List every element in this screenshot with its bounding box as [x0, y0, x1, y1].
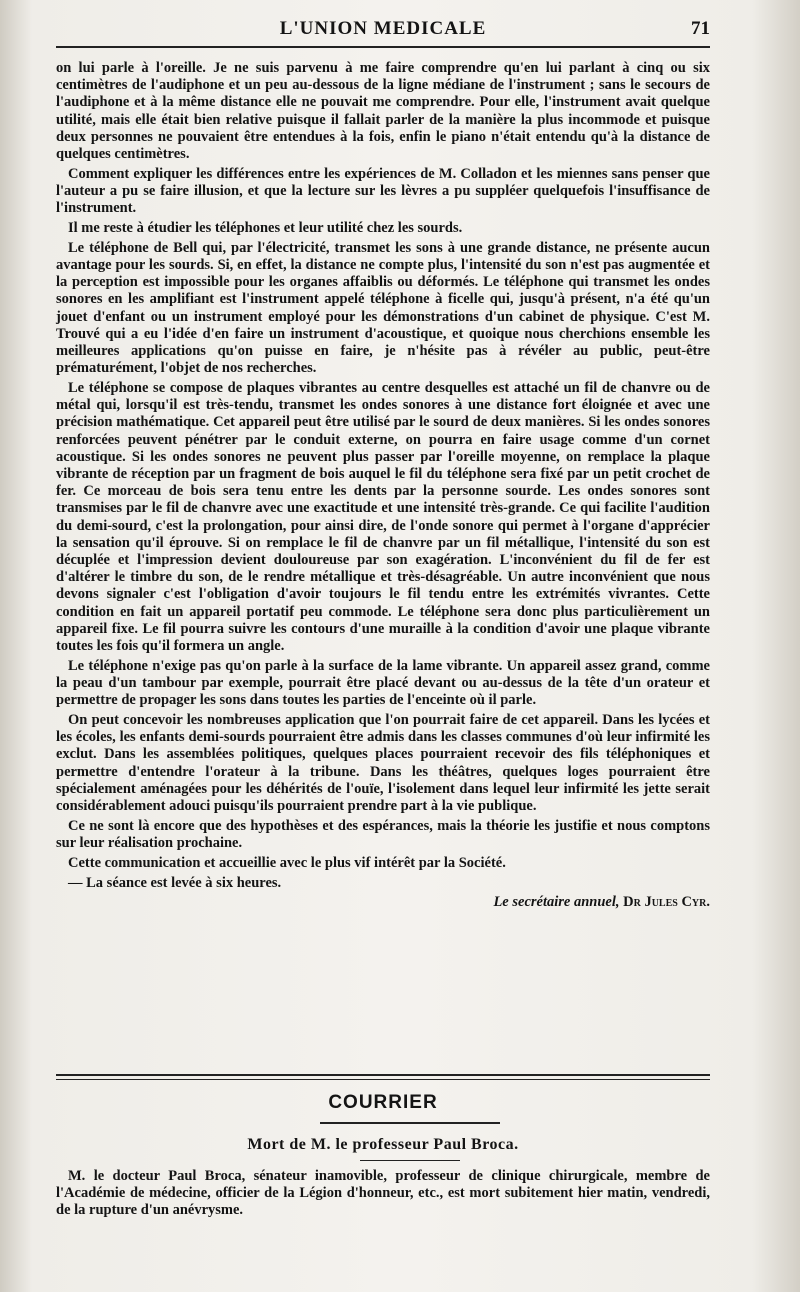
signature [56, 894, 710, 911]
paragraph-5: Le téléphone se compose de plaques vibrantes au centre desquelles est attaché un fil de chanvre ou de métal qui, lorsqu'il est très-tendu, transmet les ondes sonores à une distance fort éloignée et avec une précision mathématique. Cet appareil peut être utilisé par le sourd de deux manières. Si les ondes sonores renforcées peuvent pénétrer par le conduit externe, on pourra en faire usage comme d'un cornet acoustique. Si les ondes sonores ne peuvent plus passer par l'oreille moyenne, on remplace la plaque vibrante de réception par un fragment de bois auquel le fil du téléphone sera fixé par un petit crochet de fer. Ce morceau de bois sera tenu entre les dents par la personne sourde. Les ondes sonores sont transmises par le fil de chanvre avec une exactitude et une intensité très-grande. Ce qui facilite l'audition du demi-sourd, c'est la prolongation, pour ainsi dire, de l'onde sonore qui permet à l'organe d'apprécier la sensation qu'il éprouve. Si on remplace le fil de chanvre par un fil métallique, l'intensité du son est décuplée et l'impression devient douloureuse par son exagération. L'inconvénient du fil de fer est d'altérer le timbre du son, de le rendre métallique et très-désagréable. Un autre inconvénient que nous devons signaler c'est l'obligation d'avoir toujours le fil tendu entre les extrémités vivrantes. Cette condition en fait un appareil portatif peu commode. Le téléphone sera donc plus particulièrement un appareil fixe. Le fil pourra suivre les contours d'une muraille à la condition d'avoir une plaque vibrante toutes les fois qu'il formera un angle. [56, 380, 710, 655]
page-number: 71 [691, 18, 710, 39]
paragraph-10: — La séance est levée à six heures. [68, 874, 282, 891]
paragraph-8: Ce ne sont là encore que des hypothèses et des espérances, mais la théorie les justifie et nous comptons sur leur réalisation prochaine. [56, 817, 710, 852]
section-title: COURRIER [328, 1092, 438, 1113]
section-title-rule [320, 1122, 500, 1124]
article-body [56, 60, 710, 912]
courrier-paragraph: M. le docteur Paul Broca, sénateur inamovible, professeur de clinique chirurgicale, membre de l'Académie de médecine, officier de la Légion d'honneur, etc., est mort subitement hier matin, vendredi, de la rupture d'un anévrysme. [56, 1168, 710, 1219]
subtitle-rule [360, 1160, 460, 1161]
paragraph-1: on lui parle à l'oreille. Je ne suis parvenu à me faire comprendre qu'en lui parlant à cinq ou six centimètres de l'audiphone et un peu au-dessous de la ligne médiane de l'instrument ; sans le secours de l'audiphone et à la même distance elle ne pouvait me comprendre. Pour elle, l'instrument avait quelque utilité, mais elle était bien relative puisque il fallait parler de la manière la plus incommode et puisque deux personnes ne pouvaient être entendues à la fois, enfin le piano n'était entendu qu'à la distance de quelques centimètres. [56, 60, 710, 163]
courrier-body [56, 1168, 710, 1220]
paragraph-2: Comment expliquer les différences entre les expériences de M. Colladon et les miennes sans penser que l'auteur a pu se faire illusion, et que la lecture sur les lèvres a pu suppléer quelquefois l'insuffisance de l'instrument. [56, 165, 710, 217]
section-subtitle: Mort de M. le professeur Paul Broca. [247, 1136, 519, 1153]
section-rule-bottom [56, 1079, 710, 1080]
page-header [56, 14, 710, 44]
paragraph-3: Il me reste à étudier les téléphones et leur utilité chez les sourds. [68, 220, 463, 237]
paragraph-6: Le téléphone n'exige pas qu'on parle à la surface de la lame vibrante. Un appareil assez grand, comme la peau d'un tambour par exemple, pourrait être placé devant ou au-dessus de la tête d'un orateur et permettre de propager les sons dans toutes les parties de l'enceinte où il parle. [56, 657, 710, 709]
journal-title: L'UNION MEDICALE [279, 18, 487, 39]
paragraph-7: On peut concevoir les nombreuses application que l'on pourrait faire de cet appareil. Dans les lycées et les écoles, les enfants demi-sourds pourraient être admis dans les classes communes d'où leur infirmité les exclut. Dans les assemblées politiques, quelques places pourraient recevoir des fils téléphoniques et permettre d'entendre l'orateur à la tribune. Dans les théâtres, quelques loges pourraient être spécialement aménagées pour les déhérités de l'ouïe, l'isolement dans lequel leur infirmité les jette serait considérablement adouci puisqu'ils pourraient prendre part à la vie publique. [56, 712, 710, 815]
section-rule-top [56, 1074, 710, 1076]
paragraph-9: Cette communication et accueillie avec le plus vif intérêt par la Société. [68, 854, 506, 871]
signature-name: Dr Jules Cyr. [623, 894, 710, 911]
header-rule [56, 46, 710, 48]
signature-role: Le secrétaire annuel, [493, 894, 620, 911]
paragraph-4: Le téléphone de Bell qui, par l'électricité, transmet les sons à une grande distance, ne présente aucun avantage pour les sourds. Si, en effet, la distance ne compte plus, l'intensité du son n'est pas augmentée et la perception est impossible pour les organes affaiblis ou déformés. Le téléphone qui transmet les ondes sonores en les amplifiant est l'instrument appelé téléphone à ficelle qui, jusqu'à présent, n'a été qu'un jouet d'enfant ou un instrument employé pour les démonstrations d'un cabinet de physique. C'est M. Trouvé qui a eu l'idée d'en faire un instrument d'acoustique, et quoique nous cherchions ensemble les meilleures applications qu'on puisse en faire, je n'hésite pas à révéler au public, peut-être prématurément, l'objet de nos recherches. [56, 239, 710, 377]
